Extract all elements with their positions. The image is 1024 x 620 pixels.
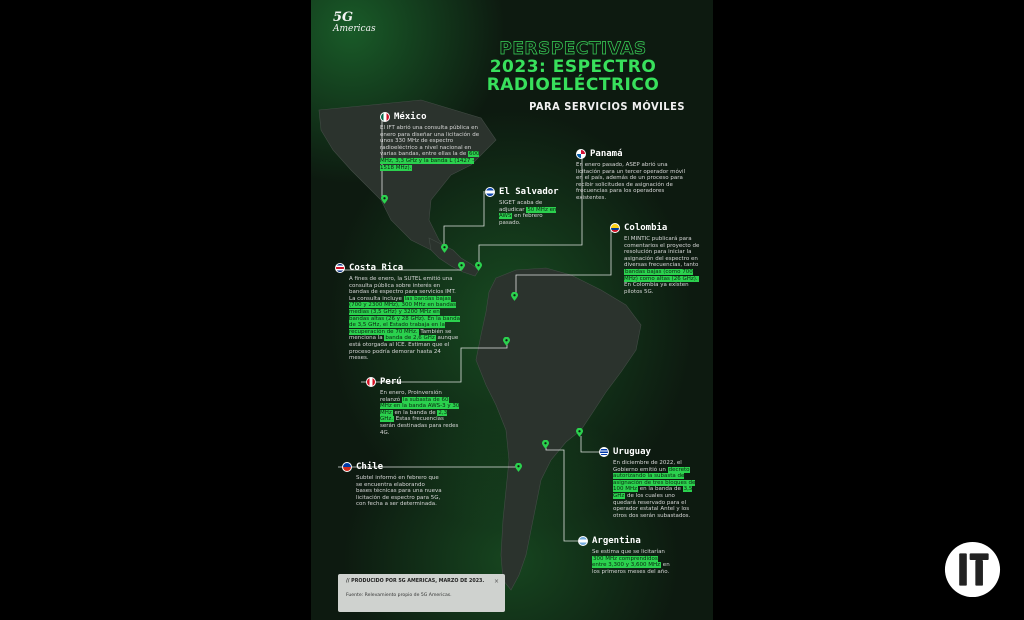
country-block-el-salvador: [485, 187, 565, 226]
flag-mexico-icon: [380, 112, 390, 122]
desc-text: Estas frecuencias serán destinadas para redes 4G.: [380, 416, 459, 436]
country-desc-chile: Subtel informó en febrero que se encuentra elaborando bases técnicas para una nueva licitación de espectro para 5G, con fecha a ser determinada.: [356, 475, 442, 508]
country-name-argentina: Argentina: [592, 536, 641, 546]
pin-el-salvador[interactable]: [441, 244, 448, 253]
desc-highlight: 2,3 GHz.: [380, 409, 448, 423]
country-desc-mexico: [380, 125, 480, 171]
country-desc-peru: [380, 390, 461, 436]
country-name-mexico: México: [394, 112, 427, 122]
flag-panama-icon: [576, 149, 586, 159]
country-block-chile: [342, 462, 442, 508]
desc-text: A fines de enero, la SUTEL emitió una consulta pública sobre interés en bandas de espectro para servicios IMT. La consulta incluye: [349, 276, 456, 302]
desc-highlight: decreto autorizando la subasta de asignación de tres bloques de 100 MHz: [613, 466, 696, 493]
title-line-1: PERSPECTIVAS: [499, 39, 647, 59]
desc-highlight: banda de 2,6 GHz: [385, 335, 435, 342]
connector-uruguay: [581, 436, 601, 452]
desc-text: Se estima que se licitarían: [592, 549, 665, 555]
pin-colombia[interactable]: [511, 292, 518, 301]
country-block-uruguay: [599, 447, 699, 519]
pin-chile[interactable]: [515, 463, 522, 472]
flag-argentina-icon: [578, 536, 588, 546]
desc-highlight: la subasta de 60 MHz en la banda AWS-3 y 30 MHz: [380, 396, 460, 416]
desc-text: de los cuales uno quedará reservado para el operador estatal Antel y los otros dos serán subastados.: [613, 492, 691, 519]
country-block-argentina: [578, 536, 673, 575]
country-block-mexico: [380, 112, 480, 171]
it-logo-icon: [944, 541, 1001, 598]
country-desc-argentina: [592, 549, 673, 575]
desc-text: en febrero pasado.: [499, 213, 543, 226]
connector-el-salvador: [444, 191, 484, 246]
pin-mexico[interactable]: [381, 195, 388, 204]
country-name-peru: Perú: [380, 377, 402, 387]
footer-produced-by: // PRODUCIDO POR 5G AMERICAS, MARZO DE 2023.: [346, 579, 485, 584]
country-name-chile: Chile: [356, 462, 384, 472]
desc-highlight: 50 MHz en AWS: [499, 206, 557, 220]
desc-text: En enero, Proinversión relanzó: [380, 390, 442, 403]
country-block-costa-rica: [335, 263, 460, 362]
desc-text: en la banda de: [392, 409, 438, 416]
title-line-2: 2023: ESPECTRO: [489, 57, 657, 77]
logo-wordmark: Americas: [333, 24, 376, 34]
country-block-panama: [576, 149, 686, 202]
country-desc-el-salvador: [499, 200, 565, 226]
country-block-colombia: [610, 223, 705, 295]
desc-highlight: bandas bajas (como 700 MHz) como altas (26 GHz).: [624, 268, 698, 282]
desc-text: En diciembre de 2022, el Gobierno emitió un: [613, 460, 682, 473]
desc-highlight: las bandas bajas (700 y 2300 MHz), 300 MHz en bandas medias (3,5 GHz) y 3200 MHz en bandas altas (26 y 28 GHz). En la banda de 3,5 GHz, el Estado trabaja en la recuperación de 70 MHz.: [349, 295, 460, 335]
desc-highlight: 3,5 GHz: [613, 486, 693, 499]
desc-text: El MINTIC publicará para comentarios el proyecto de resolución para iniciar la asignación del espectro en diversas frecuencias, tanto: [624, 236, 700, 269]
desc-highlight: 300 MHz comprendidos entre 3,300 y 3,600 MHz: [592, 555, 661, 569]
country-desc-uruguay: [613, 460, 699, 519]
flag-chile-icon: [342, 462, 352, 472]
5g-americas-logo: [333, 10, 376, 34]
infographic-poster: [311, 0, 713, 620]
country-block-peru: [366, 377, 461, 436]
pin-uruguay[interactable]: [576, 428, 583, 437]
desc-text: En Colombia ya existen pilotos 5G.: [624, 282, 689, 295]
country-name-uruguay: Uruguay: [613, 447, 651, 457]
country-desc-panama: En enero pasado, ASEP abrió una licitación para un tercer operador móvil en el país, además de un proceso para recibir solicitudes de asignación de frecuencias para los operadores existentes.: [576, 162, 686, 201]
desc-text: El IFT abrió una consulta pública en enero para diseñar una licitación de unos 330 MHz de espectro radioeléctrico a nivel nacional en varias bandas, entre ellas la de: [380, 125, 480, 158]
flag-costa-rica-icon: [335, 263, 345, 273]
country-name-costa-rica: Costa Rica: [349, 263, 404, 273]
footer-source: Fuente: Relevamiento propio de 5G Americas.: [346, 593, 452, 598]
logo-mark-text: 5G: [333, 10, 354, 25]
title-line-3: RADIOELÉCTRICO: [486, 75, 660, 95]
close-icon[interactable]: ×: [493, 578, 499, 585]
pin-peru[interactable]: [503, 337, 510, 346]
country-name-panama: Panamá: [590, 149, 623, 159]
desc-text: en la banda de: [638, 486, 683, 493]
flag-peru-icon: [366, 377, 376, 387]
country-desc-colombia: [624, 236, 705, 295]
desc-highlight: 600 MHz, 3,3 GHz y la banda L (1427 - 1518 MHz).: [380, 151, 480, 171]
flag-colombia-icon: [610, 223, 620, 233]
pin-panama[interactable]: [475, 262, 482, 271]
footer-credit-box: [338, 574, 505, 612]
page-subtitle: PARA SERVICIOS MÓVILES: [529, 100, 685, 113]
country-name-colombia: Colombia: [624, 223, 668, 233]
flag-el-salvador-icon: [485, 187, 495, 197]
country-name-el-salvador: El Salvador: [499, 187, 559, 197]
desc-text: SIGET acaba de adjudicar: [499, 200, 543, 213]
page-title: [453, 40, 693, 94]
desc-text: También se menciona la: [349, 328, 452, 342]
pin-argentina[interactable]: [542, 440, 549, 449]
desc-text: en los primeros meses del año.: [592, 562, 670, 575]
country-desc-costa-rica: [349, 276, 460, 362]
flag-uruguay-icon: [599, 447, 609, 457]
desc-text: aunque está otorgada al ICE. Estiman que el proceso podría demorar hasta 24 meses.: [349, 335, 459, 362]
